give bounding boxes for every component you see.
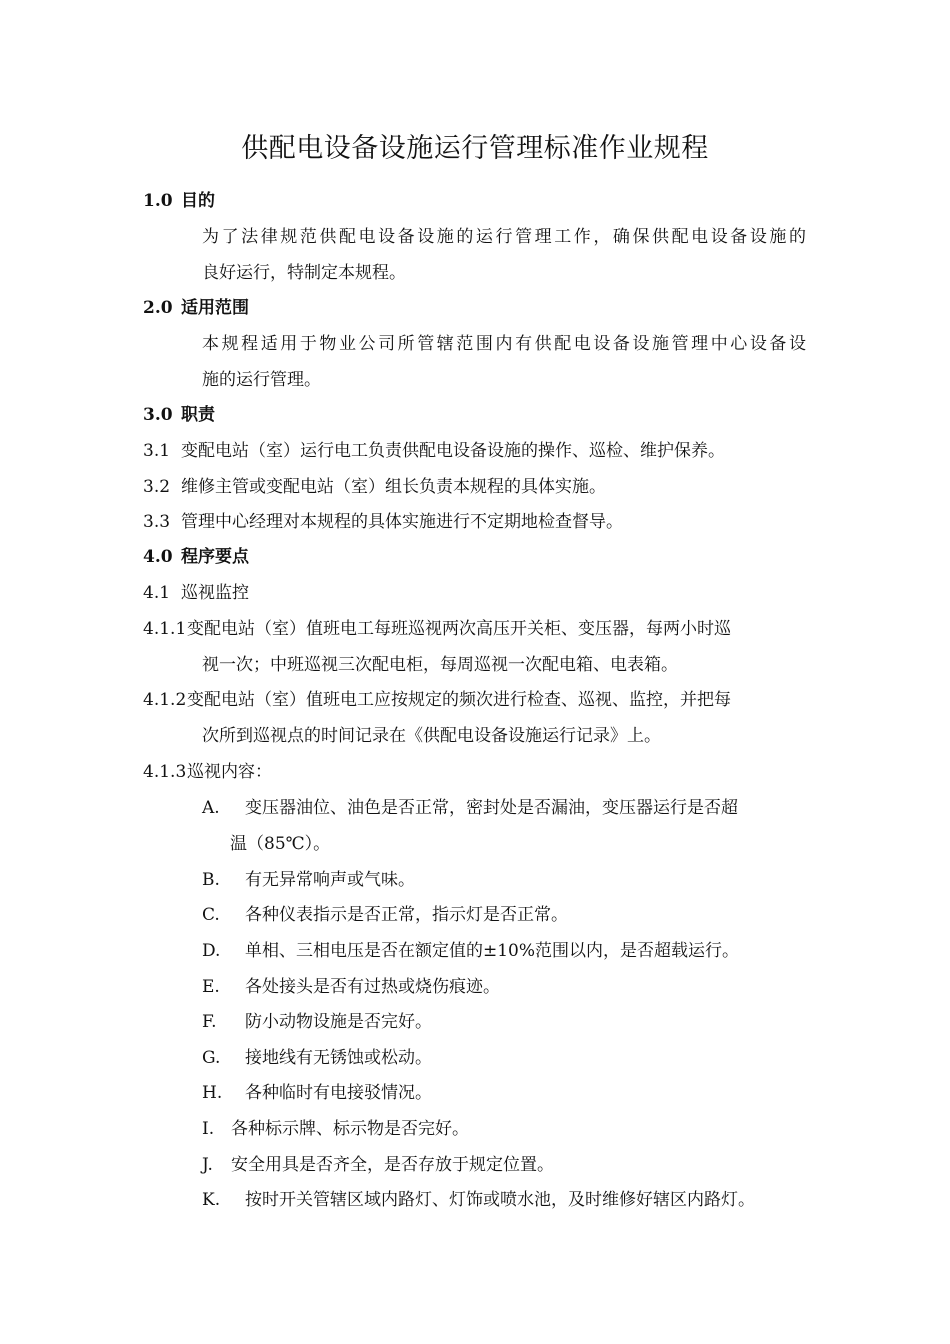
inspection-item-c — [202, 903, 568, 927]
list-item — [143, 439, 725, 463]
item-text: 变配电站（室）运行电工负责供配电设备设施的操作、巡检、维护保养。 — [181, 441, 725, 461]
item-text: 变配电站（室）值班电工每班巡视两次高压开关柜、变压器，每两小时巡 — [187, 619, 731, 639]
item-label: B. — [202, 870, 220, 890]
inspection-item-h — [202, 1081, 432, 1105]
list-item — [143, 688, 806, 712]
section-title: 职责 — [181, 405, 215, 425]
section-title: 目的 — [181, 191, 215, 211]
item-number: 4.1.2 — [143, 690, 187, 710]
item-text: 各处接头是否有过热或烧伤痕迹。 — [245, 977, 500, 997]
item-text: 管理中心经理对本规程的具体实施进行不定期地检查督导。 — [181, 512, 623, 532]
list-item — [143, 510, 623, 534]
item-number: 3.1 — [143, 441, 171, 461]
paragraph-line: 视一次；中班巡视三次配电柜，每周巡视一次配电箱、电表箱。 — [202, 655, 678, 675]
item-number: 3.3 — [143, 512, 171, 532]
section-4-heading — [143, 545, 249, 569]
item-label: A. — [202, 798, 220, 818]
item-label: E. — [202, 977, 220, 997]
inspection-item-a-continued: 温（85℃）。 — [230, 834, 331, 854]
item-text: 变配电站（室）值班电工应按规定的频次进行检查、巡视、监控，并把每 — [187, 690, 731, 710]
section-3-heading — [143, 403, 215, 427]
item-text: 维修主管或变配电站（室）组长负责本规程的具体实施。 — [181, 477, 606, 497]
item-text: 安全用具是否齐全，是否存放于规定位置。 — [231, 1155, 554, 1175]
item-label: J. — [202, 1155, 213, 1175]
item-label: D. — [202, 941, 221, 961]
list-item — [143, 581, 249, 605]
inspection-item-a — [202, 796, 738, 820]
section-number: 1.0 — [143, 191, 173, 211]
inspection-item-f — [202, 1010, 432, 1034]
item-label: K. — [202, 1190, 221, 1210]
item-number: 4.1.1 — [143, 619, 187, 639]
section-title: 程序要点 — [181, 547, 249, 567]
item-text: 变压器油位、油色是否正常，密封处是否漏油，变压器运行是否超 — [245, 798, 738, 818]
paragraph-line: 良好运行，特制定本规程。 — [202, 263, 406, 283]
paragraph-line: 为了法律规范供配电设备设施的运行管理工作，确保供配电设备设施的 — [202, 227, 806, 247]
item-text: 各种标示牌、标示物是否完好。 — [231, 1119, 469, 1139]
item-number: 4.1 — [143, 583, 171, 603]
inspection-item-e — [202, 975, 500, 999]
inspection-item-g — [202, 1046, 432, 1070]
list-item — [143, 475, 606, 499]
inspection-item-i — [202, 1117, 469, 1141]
list-item — [143, 760, 272, 784]
item-label: I. — [202, 1119, 215, 1139]
item-text: 有无异常响声或气味。 — [245, 870, 415, 890]
item-number: 3.2 — [143, 477, 171, 497]
paragraph-line: 次所到巡视点的时间记录在《供配电设备设施运行记录》上。 — [202, 726, 661, 746]
item-text: 防小动物设施是否完好。 — [245, 1012, 432, 1032]
section-number: 2.0 — [143, 298, 173, 318]
item-text: 单相、三相电压是否在额定值的±10%范围以内，是否超载运行。 — [245, 941, 740, 961]
item-text: 各种仪表指示是否正常，指示灯是否正常。 — [245, 905, 568, 925]
section-title: 适用范围 — [181, 298, 249, 318]
section-2-heading — [143, 296, 249, 320]
item-label: C. — [202, 905, 220, 925]
item-number: 4.1.3 — [143, 762, 187, 782]
inspection-item-b — [202, 868, 415, 892]
section-1-heading — [143, 189, 215, 213]
list-item — [143, 617, 806, 641]
section-number: 4.0 — [143, 547, 173, 567]
document-title: 供配电设备设施运行管理标准作业规程 — [241, 133, 709, 164]
inspection-item-d — [202, 939, 739, 963]
paragraph-line: 施的运行管理。 — [202, 370, 321, 390]
item-text: 按时开关管辖区域内路灯、灯饰或喷水池，及时维修好辖区内路灯。 — [245, 1190, 755, 1210]
item-text: 巡视内容： — [187, 762, 272, 782]
item-label: G. — [202, 1048, 221, 1068]
item-label: F. — [202, 1012, 217, 1032]
item-label: H. — [202, 1083, 223, 1103]
item-text: 接地线有无锈蚀或松动。 — [245, 1048, 432, 1068]
inspection-item-j — [202, 1153, 554, 1177]
item-text: 巡视监控 — [181, 583, 249, 603]
paragraph-line: 本规程适用于物业公司所管辖范围内有供配电设备设施管理中心设备设 — [202, 334, 806, 354]
item-text: 各种临时有电接驳情况。 — [245, 1083, 432, 1103]
inspection-item-k — [202, 1188, 755, 1212]
section-number: 3.0 — [143, 405, 173, 425]
